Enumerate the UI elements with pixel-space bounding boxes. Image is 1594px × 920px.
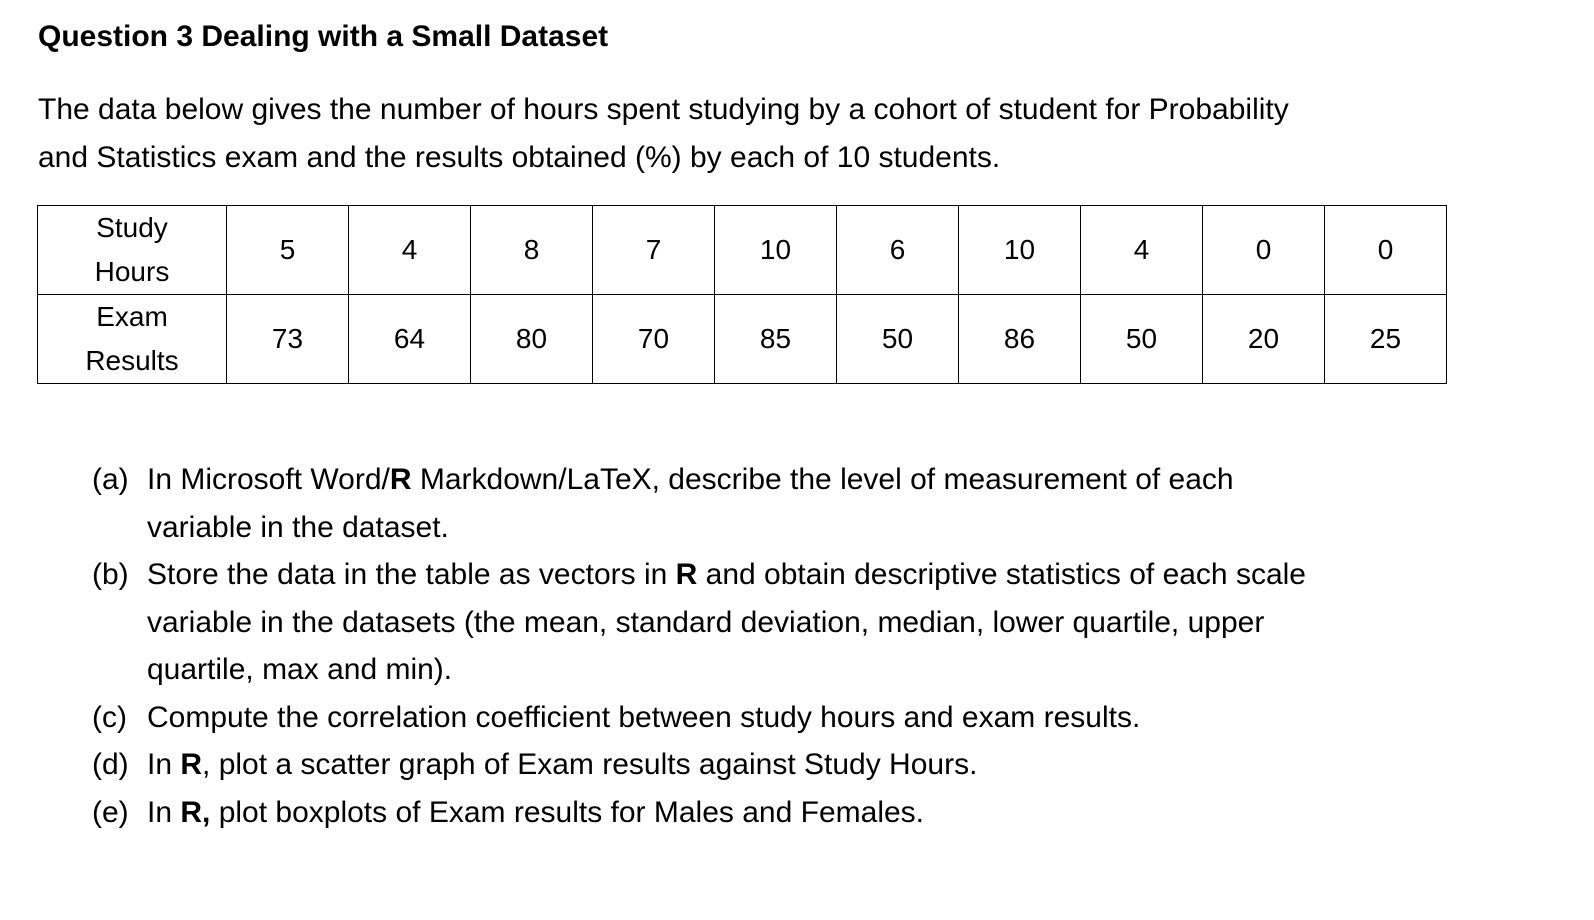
table-row-exam-results bbox=[38, 295, 1447, 384]
table-cell: 10 bbox=[715, 206, 837, 295]
table-cell: 8 bbox=[471, 206, 593, 295]
question-item-b bbox=[92, 551, 1532, 694]
table-cell: 5 bbox=[227, 206, 349, 295]
table-cell: 50 bbox=[1081, 295, 1203, 384]
question-text-line: Compute the correlation coefficient between study hours and exam results. bbox=[147, 700, 1141, 734]
question-text-line: quartile, max and min). bbox=[147, 653, 453, 686]
question-text-line: Store the data in the table as vectors in R and obtain descriptive statistics of each scale bbox=[147, 558, 1306, 591]
table-cell: 20 bbox=[1203, 295, 1325, 384]
table-cell: 73 bbox=[227, 295, 349, 384]
table-cell: 4 bbox=[349, 206, 471, 295]
question-label: (d) bbox=[92, 748, 129, 781]
table-cell: 70 bbox=[593, 295, 715, 384]
intro-line-2: and Statistics exam and the results obtained (%) by each of 10 students. bbox=[38, 141, 1001, 174]
data-table bbox=[37, 205, 1447, 384]
table-cell: 6 bbox=[837, 206, 959, 295]
question-item-d bbox=[92, 741, 1532, 789]
intro-line-1: The data below gives the number of hours spent studying by a cohort of student for Probability bbox=[38, 93, 1289, 126]
question-text-line: In Microsoft Word/R Markdown/LaTeX, describe the level of measurement of each bbox=[147, 463, 1234, 496]
question-label: (a) bbox=[92, 463, 129, 496]
table-cell: 0 bbox=[1325, 206, 1447, 295]
question-item-c bbox=[92, 694, 1532, 742]
question-text-line: In R, plot a scatter graph of Exam results against Study Hours. bbox=[147, 748, 978, 781]
table-row-study-hours bbox=[38, 206, 1447, 295]
row-header-study-hours: Study Hours bbox=[38, 206, 227, 295]
table-cell: 86 bbox=[959, 295, 1081, 384]
intro-paragraph bbox=[38, 86, 1518, 182]
question-text-line: variable in the datasets (the mean, standard deviation, median, lower quartile, upper bbox=[147, 605, 1265, 639]
table-cell: 25 bbox=[1325, 295, 1447, 384]
table-cell: 80 bbox=[471, 295, 593, 384]
question-label: (e) bbox=[92, 795, 129, 829]
question-item-e bbox=[92, 789, 1532, 837]
question-label: (c) bbox=[92, 700, 127, 734]
question-title: Question 3 Dealing with a Small Dataset bbox=[38, 20, 609, 53]
table-cell: 10 bbox=[959, 206, 1081, 295]
table-cell: 64 bbox=[349, 295, 471, 384]
question-label: (b) bbox=[92, 558, 129, 591]
question-item-a bbox=[92, 456, 1532, 551]
table-cell: 0 bbox=[1203, 206, 1325, 295]
table-cell: 4 bbox=[1081, 206, 1203, 295]
question-list bbox=[92, 456, 1532, 836]
row-header-exam-results: Exam Results bbox=[38, 295, 227, 384]
table-cell: 7 bbox=[593, 206, 715, 295]
question-text-line: In R, plot boxplots of Exam results for Males and Females. bbox=[147, 795, 925, 829]
question-text-line: variable in the dataset. bbox=[147, 510, 449, 544]
table-cell: 50 bbox=[837, 295, 959, 384]
table-cell: 85 bbox=[715, 295, 837, 384]
